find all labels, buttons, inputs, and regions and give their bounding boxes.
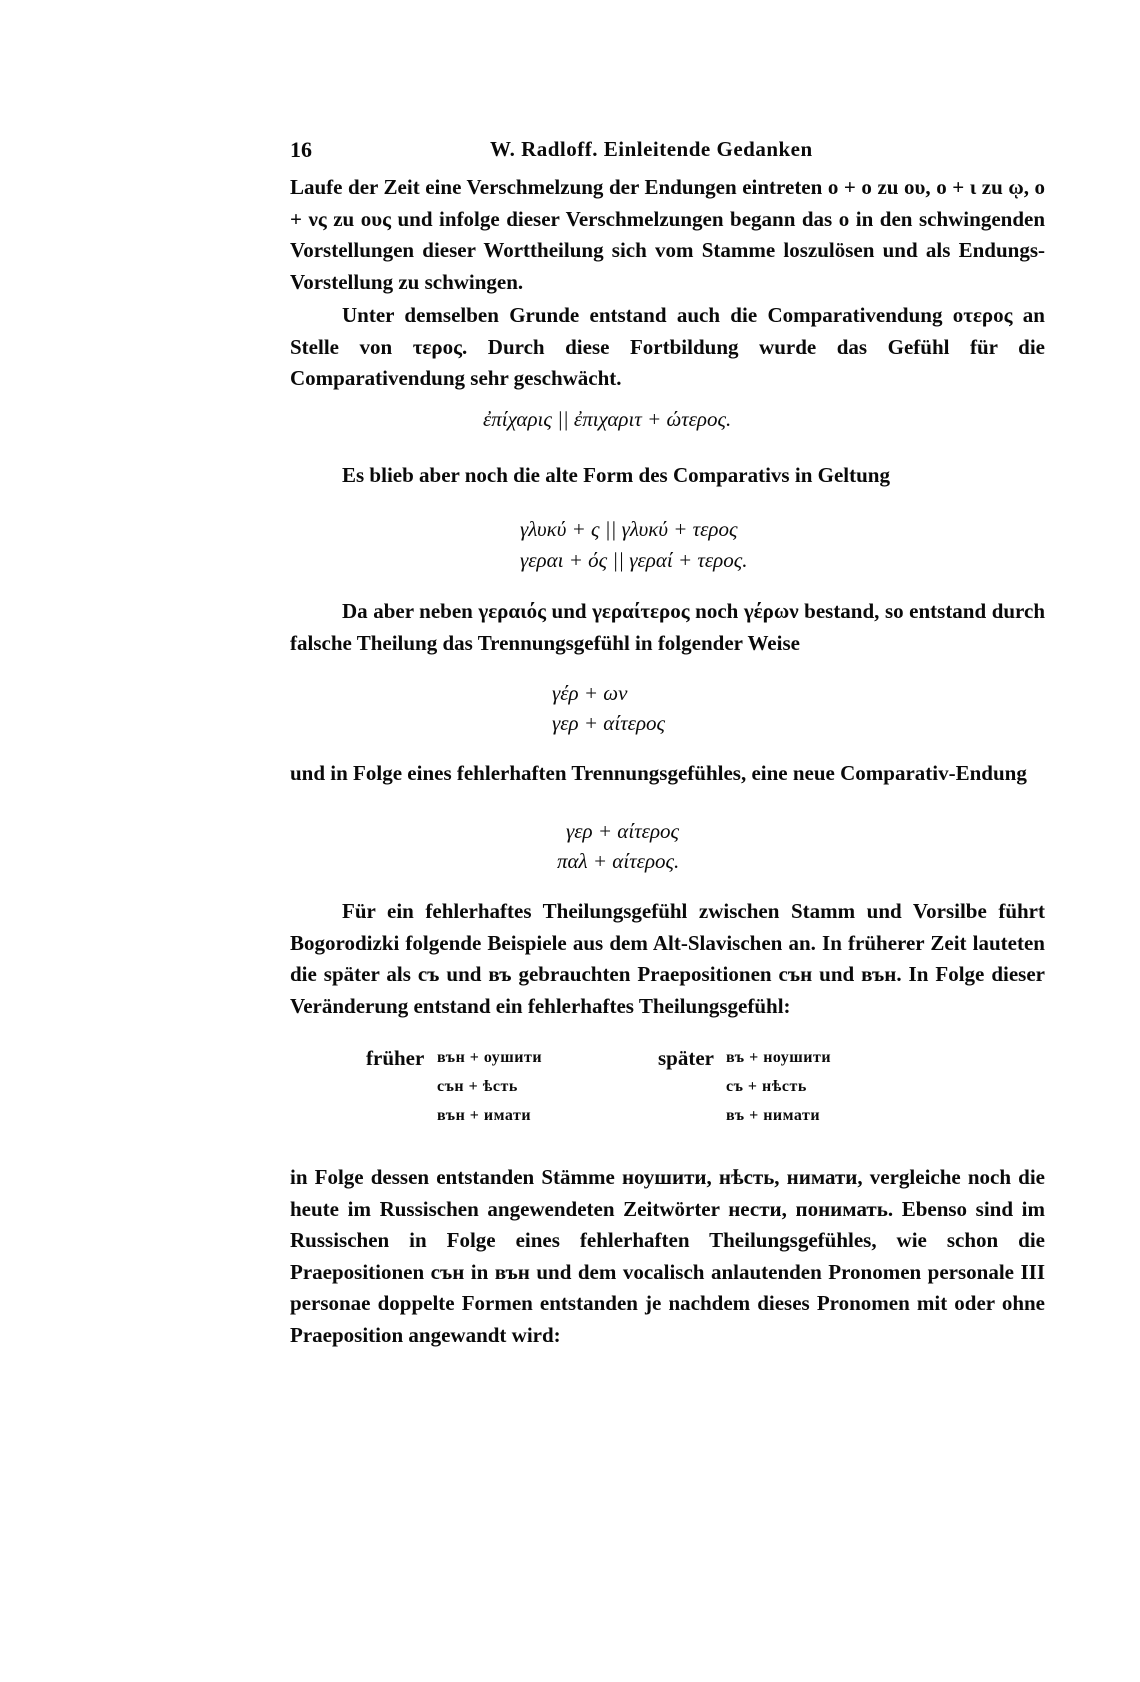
formula-ger-aiteros: γερ + αίτερος xyxy=(566,819,680,843)
left-row-2: сън + ѣсть xyxy=(437,1078,518,1095)
right-row-2: съ + нѣсть xyxy=(726,1078,807,1095)
paragraph-verschmelzung: Laufe der Zeit eine Verschmelzung der Endungen eintreten ο + ο zu ου, ο + ι zu ῳ, ο + νς zu ους und infolge dieser Verschmelzungen begann das ο in den schwingenden Vorstellungen dieser Worttheilung sich vom Stamme loszulösen und als Endungs-Vorstellung zu schwingen. xyxy=(290,175,1045,294)
running-title: W. Radloff. Einleitende Gedanken xyxy=(490,137,813,161)
page-number: 16 xyxy=(290,137,312,162)
formula-pal-aiteros: παλ + αίτερος. xyxy=(557,849,680,873)
label-spaeter: später xyxy=(658,1046,714,1070)
formula-geron: γέρ + ων xyxy=(552,681,628,705)
left-row-1: вън + оушити xyxy=(437,1049,543,1066)
formula-epicharis: ἐπίχαρις || ἐπιχαριτ + ώτερος. xyxy=(483,407,732,431)
formula-glyky: γλυκύ + ς || γλυκύ + τερος xyxy=(520,517,738,541)
paragraph-trennungsgefuehl: Da aber neben γεραιός und γεραίτερος noch γέρων bestand, so entstand durch falsche Theilung das Trennungsgefühl in folgender Weise xyxy=(290,599,1045,655)
right-row-1: въ + ноушити xyxy=(726,1049,832,1066)
right-row-3: въ + нимати xyxy=(726,1107,821,1124)
paragraph-staemme: in Folge dessen entstanden Stämme ноушити, нѣсть, нимати, vergleiche noch die heute im Russischen angewendeten Zeitwörter нести, понимать. Ebenso sind im Russischen in Folge eines fehlerhaften Theilungsgefühles, wie schon die Praepositionen сън in вън und dem vocalisch anlautenden Pronomen personale III personae doppelte Formen entstanden je nachdem dieses Pronomen mit oder ohne Praeposition angewandt wird: xyxy=(290,1165,1045,1347)
paragraph-theilungsgefuehl: Für ein fehlerhaftes Theilungsgefühl zwischen Stamm und Vorsilbe führt Bogorodizki folgende Beispiele aus dem Alt-Slavischen an. In früherer Zeit lauteten die später als съ und въ gebrauchten Praepositionen сън und вън. In Folge dieser Veränderung entstand ein fehlerhaftes Theilungsgefühl: xyxy=(290,899,1045,1018)
left-row-3: вън + имати xyxy=(437,1107,532,1124)
formula-geraiteros: γερ + αίτερος xyxy=(552,711,666,735)
paragraph-neue-endung: und in Folge eines fehlerhaften Trennungsgefühles, eine neue Comparativ-Endung xyxy=(290,761,1027,785)
label-frueher: früher xyxy=(366,1046,425,1070)
paragraph-alte-form: Es blieb aber noch die alte Form des Comparativs in Geltung xyxy=(342,463,890,487)
paragraph-comparativendung: Unter demselben Grunde entstand auch die Comparativendung οτερος an Stelle von τερος. Durch diese Fortbildung wurde das Gefühl für die Comparativendung sehr geschwächt. xyxy=(290,303,1045,390)
page-header xyxy=(290,137,850,167)
formula-gerai: γεραι + ός || γεραί + τερος. xyxy=(520,548,748,572)
